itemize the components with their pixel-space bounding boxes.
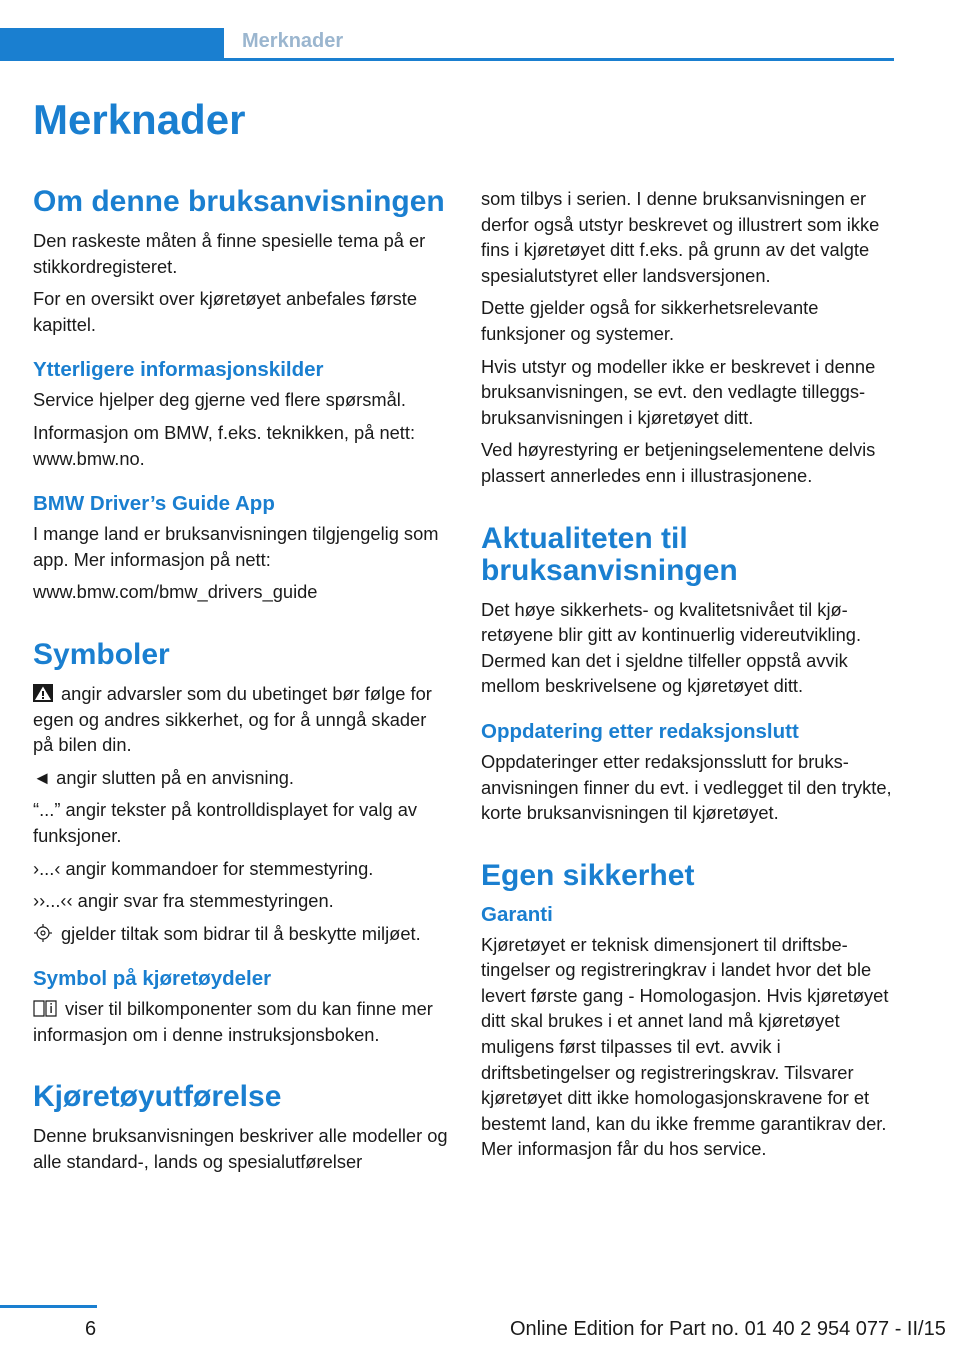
left-column xyxy=(33,186,451,1182)
heading-own-safety: Egen sikkerhet xyxy=(481,858,695,892)
paragraph: ››...‹‹ angir svar fra stemmestyringen. xyxy=(33,890,334,912)
paragraph: Hvis utstyr og modeller ikke er beskrevet i denne bruksanvisningen, se evt. den vedlagte tilleggs-bruksanvisningen i kjøretøyet ditt. xyxy=(481,355,876,428)
heading-more-info: Ytterligere informasjonskilder xyxy=(33,358,324,382)
warning-icon xyxy=(33,684,53,702)
page-title: Merknader xyxy=(33,96,246,143)
environment-icon xyxy=(33,924,53,942)
paragraph: Dette gjelder også for sikkerhetsrelevante funksjoner og systemer. xyxy=(481,297,819,344)
paragraph xyxy=(33,921,451,947)
paragraph: www.bmw.com/bmw_drivers_guide xyxy=(33,581,318,603)
paragraph: som tilbys i serien. I denne bruksanvisningen er derfor også utstyr beskrevet og illustrert som ikke fins i kjøretøyet ditt f.eks. på grunn av det valgte spesialutstyret eller landsversjonen. xyxy=(481,188,880,286)
book-info-icon xyxy=(33,999,57,1017)
heading-update: Oppdatering etter redaksjonslutt xyxy=(481,719,799,743)
paragraph: ›...‹ angir kommandoer for stemmestyring. xyxy=(33,857,374,879)
paragraph: Det høye sikkerhets- og kvalitetsnivået til kjøretøyene blir gitt av kontinuerlig videreutvikling. Dermed kan det i sjeldne tilfeller oppstå avvik mellom beskrivelsene og kjøretøyet ditt. xyxy=(481,598,862,697)
heading-drivers-guide-app: BMW Driver’s Guide App xyxy=(33,492,275,516)
header-accent-bar xyxy=(0,28,224,61)
page-header xyxy=(0,0,960,64)
symbol-warning-text: angir advarsler som du ubetinget bør følge for egen og andres sikkerhet, og for å unngå skader på bilen din. xyxy=(33,682,432,756)
paragraph xyxy=(33,681,451,758)
heading-currency: Aktualiteten til bruksanvisningen xyxy=(481,521,738,587)
edition-note: Online Edition for Part no. 01 40 2 954 077 - II/15 xyxy=(510,1318,946,1340)
paragraph: Informasjon om BMW, f.eks. teknikken, på nett: www.bmw.no. xyxy=(33,421,416,469)
paragraph: Kjøretøyet er teknisk dimensjonert til driftsbetingelser og registreringkrav i landet hvor det ble levert første gang - Homologasjon. Hvis kjøretøyet ditt skal brukes i et annet land må kjøretøyet muligens først tilpasses til evt. avvik i driftsbetingelser og registreringskrav. Tilsvarer kjøretøyet ditt ikke homologasjonskravene for et bestemt land, kan du ikke fremme garantikrav der. Mer informasjon får du hos service. xyxy=(481,933,889,1160)
header-section-title: Merknader xyxy=(242,30,344,52)
symbol-environment-text: gjelder tiltak som bidrar til å beskytte miljøet. xyxy=(61,922,421,944)
footer-rule xyxy=(0,1305,97,1308)
page-number: 6 xyxy=(85,1318,97,1340)
paragraph: Oppdateringer etter redaksjonsslutt for bruksanvisningen finner du evt. i vedlegget til den trykte, korte bruksanvisningen til kjøretøyet. xyxy=(481,750,892,824)
paragraph: Denne bruksanvisningen beskriver alle modeller og alle standard-, lands og spesialutførelser xyxy=(33,1125,448,1173)
heading-symbols: Symboler xyxy=(33,637,170,671)
paragraph: Den raskeste måten å finne spesielle tema på er stikkordregisteret. xyxy=(33,230,426,277)
paragraph: I mange land er bruksanvisningen tilgjengelig som app. Mer informasjon på nett: xyxy=(33,523,439,570)
paragraph: “...” angir tekster på kontrolldisplayet for valg av funksjoner. xyxy=(33,799,418,846)
heading-vehicle-version: Kjøretøyutførelse xyxy=(33,1080,282,1114)
heading-warranty: Garanti xyxy=(481,902,553,926)
paragraph xyxy=(33,996,451,1047)
heading-about-manual: Om denne bruksanvisningen xyxy=(33,185,445,218)
paragraph: Service hjelper deg gjerne ved flere spørsmål. xyxy=(33,389,406,411)
heading-vehicle-symbol: Symbol på kjøretøydeler xyxy=(33,967,272,991)
right-column xyxy=(481,186,899,1169)
paragraph: ◄ angir slutten på en anvisning. xyxy=(33,766,294,788)
paragraph: For en oversikt over kjøretøyet anbefales første kapittel. xyxy=(33,288,418,335)
paragraph: Ved høyrestyring er betjeningselementene delvis plassert annerledes enn i illustrasjonene. xyxy=(481,439,876,486)
header-rule xyxy=(224,58,894,61)
vehicle-symbol-text: viser til bilkomponenter som du kan finne mer informasjon om i denne instruksjonsboken. xyxy=(33,998,433,1045)
